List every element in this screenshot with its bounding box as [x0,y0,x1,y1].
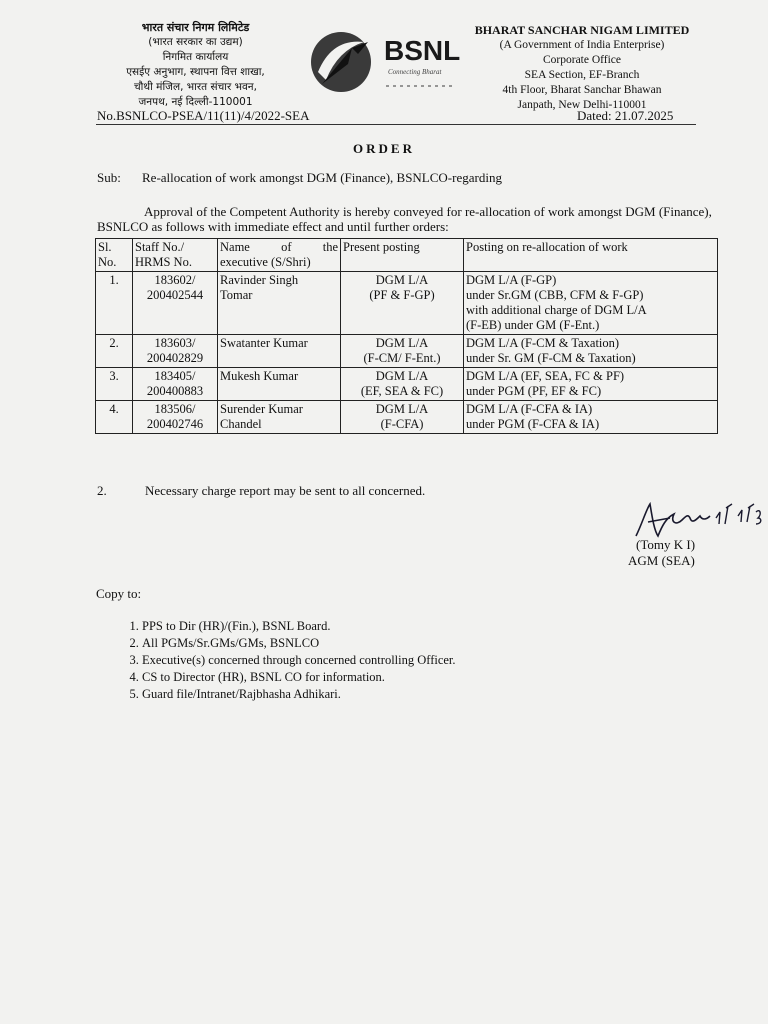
cell-staff: 183506/ 200402746 [133,401,218,434]
cell-name: Surender Kumar Chandel [218,401,341,434]
cell-sl: 2. [96,335,133,368]
cell-new-posting: DGM L/A (EF, SEA, FC & PF) under PGM (PF, EF & FC) [464,368,718,401]
col-sl-no: Sl. No. [96,239,133,272]
list-item: 3. Executive(s) concerned through concerned controlling Officer. [142,652,456,669]
cell-name: Ravinder Singh Tomar [218,272,341,335]
hindi-line: एसईए अनुभाग, स्थापना वित्त शाखा, [126,66,265,78]
hindi-line: भारत संचार निगम लिमिटेड [141,21,250,34]
hindi-line: जनपथ, नई दिल्ली-110001 [138,96,253,108]
bsnl-logo [308,28,466,94]
charge-report-paragraph: Necessary charge report may be sent to all concerned. [145,483,426,498]
list-item: 1. PPS to Dir (HR)/(Fin.), BSNL Board. [142,618,456,635]
subject-text: Re-allocation of work amongst DGM (Finance), BSNLCO-regarding [142,170,502,185]
cell-staff: 183405/ 200400883 [133,368,218,401]
hindi-letterhead [108,20,283,110]
col-staff-no: Staff No./ HRMS No. [133,239,218,272]
cell-new-posting: DGM L/A (F-CM & Taxation) under Sr. GM (F-CM & Taxation) [464,335,718,368]
cell-sl: 4. [96,401,133,434]
table-row [96,335,718,368]
approval-paragraph: Approval of the Competent Authority is hereby conveyed for re-allocation of work amongst DGM (Finance), BSNLCO as follows with immediate effect and until further orders: [97,204,712,234]
cell-present: DGM L/A (F-CM/ F-Ent.) [341,335,464,368]
english-line: 4th Floor, Bharat Sanchar Bhawan [502,84,662,96]
reference-number: No.BSNLCO-PSEA/11(11)/4/2022-SEA [97,108,310,123]
col-name: Name of the executive (S/Shri) [218,239,341,272]
signatory-name: (Tomy K I) [636,537,696,552]
document-title: ORDER [353,141,415,156]
subject-label: Sub: [97,170,121,185]
english-line: Corporate Office [542,54,622,66]
table-header-row [96,239,718,272]
cell-present: DGM L/A (EF, SEA & FC) [341,368,464,401]
cell-name: Mukesh Kumar [218,368,341,401]
cell-sl: 1. [96,272,133,335]
cell-name: Swatanter Kumar [218,335,341,368]
table-row [96,368,718,401]
cell-present: DGM L/A (F-CFA) [341,401,464,434]
hindi-line: चौथी मंजिल, भारत संचार भवन, [134,81,257,93]
english-line: Janpath, New Delhi-110001 [517,99,647,111]
english-line: SEA Section, EF-Branch [524,69,640,81]
cell-sl: 3. [96,368,133,401]
cell-present: DGM L/A (PF & F-GP) [341,272,464,335]
reallocation-table [95,238,718,434]
list-item: 5. Guard file/Intranet/Rajbhasha Adhikari. [142,686,456,703]
date: Dated: 21.07.2025 [577,108,674,123]
list-item: 2. All PGMs/Sr.GMs/GMs, BSNLCO [142,635,456,652]
copy-to-list [100,618,456,703]
col-present-posting: Present posting [341,239,464,272]
signatory-designation: AGM (SEA) [628,553,695,568]
table-row [96,401,718,434]
table-row [96,272,718,335]
svg-text:BSNL: BSNL [384,35,461,66]
list-item: 4. CS to Director (HR), BSNL CO for information. [142,669,456,686]
cell-staff: 183602/ 200402544 [133,272,218,335]
english-line: (A Government of India Enterprise) [499,39,665,51]
cell-staff: 183603/ 200402829 [133,335,218,368]
hindi-line: (भारत सरकार का उद्यम) [148,36,243,48]
paragraph-number: 2. [97,483,107,498]
col-new-posting: Posting on re-allocation of work [464,239,718,272]
copy-to-label: Copy to: [96,586,142,601]
cell-new-posting: DGM L/A (F-GP) under Sr.GM (CBB, CFM & F-GP) with additional charge of DGM L/A (F-EB) under GM (F-Ent.) [464,272,718,335]
divider [96,124,696,125]
hindi-line: निगमित कार्यालय [162,51,229,63]
subject-line [97,170,502,186]
cell-new-posting: DGM L/A (F-CFA & IA) under PGM (F-CFA & IA) [464,401,718,434]
svg-text:Connecting Bharat: Connecting Bharat [388,68,442,76]
english-line: BHARAT SANCHAR NIGAM LIMITED [474,23,690,37]
english-letterhead [462,23,702,113]
